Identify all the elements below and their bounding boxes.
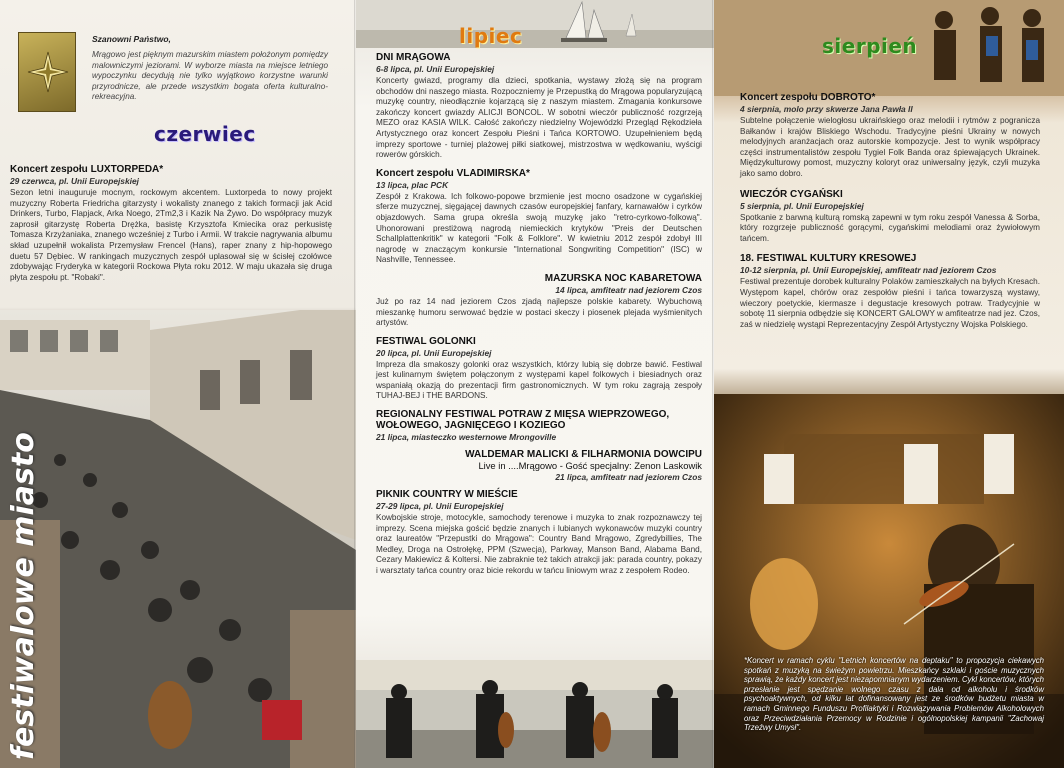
event-meta: 5 sierpnia, pl. Unii Europejskiej	[740, 200, 864, 211]
event-dni-mragowa	[376, 52, 702, 161]
event-kultura-kresowa	[740, 253, 1040, 330]
event-title: 18. FESTIWAL KULTURY KRESOWEJ	[740, 253, 917, 265]
lake-sailboat-photo	[356, 0, 714, 48]
event-title: Koncert zespołu LUXTORPEDA*	[10, 164, 164, 175]
intro-heading: Szanowni Państwo,	[92, 34, 171, 44]
event-text: Subtelne połączenie wielogłosu ukraińskiego oraz melodii i rytmów z pogranicza Bałkanów i krajów Bliskiego Wschodu. Tradycyjne pieśni Ukrainy w nowych melodyjnych aranżacjach oraz autorskie kompozycje. Jest to wynik współpracy części instrumentalistów zespołu Tygiel Folk Banda oraz śpiewających Ukrainek. Międzykulturowy pomost, muzyczny koloryt oraz uniwersalny język, czyli muzyka jako samo dobro.	[740, 116, 1040, 178]
event-title: WIECZÓR CYGAŃSKI	[740, 188, 843, 200]
month-heading-august: sierpień	[822, 34, 918, 58]
event-meta: 14 lipca, amfiteatr nad jeziorem Czos	[555, 284, 702, 295]
event-meta: 27-29 lipca, pl. Unii Europejskiej	[376, 501, 504, 512]
event-text: Zespół z Krakowa. Ich folkowo-popowe brzmienie jest mocno osadzone w cygańskiej sferze muzycznej, sięgającej dawnych czasów europejskiej fanfary, karnawałów i cyrków objazdowych. Sama grupa określa swoją muzykę jako "retro-cyrkowo-folkową". Uhonorowani prestiżową nagrodą niemieckich krytyków "Preis der Deutschen Schallplattenkritik" w kategorii "Folk & Folklore". W kwietniu 2012 zespół zdobył III nagrodę w znaczącym konkursie "International Songwriting Competition" (ISC) w Nashville, Tennessee.	[376, 191, 702, 265]
event-title: Koncert zespołu VLADIMIRSKA*	[376, 167, 530, 179]
event-meta: 6-8 lipca, pl. Unii Europejskiej	[376, 64, 495, 74]
vertical-title: festiwalowe miasto	[6, 432, 41, 760]
month-heading-june: czerwiec	[154, 122, 256, 146]
street-parade-photo	[0, 310, 356, 768]
event-text: Koncerty gwiazd, programy dla dzieci, spotkania, wystawy złożą się na program obchodów dni naszego miasta. Rozpoczniemy je Przepustką do Mrągowa popularyzującą muzykę country, nieodłącznie kojarzącą się z naszym miastem. Zmagania konkursowe zakończy koncert gwiazdy ALICJI BONCOL. W sobotni wieczór publiczność rozgrzeją MEZO oraz KASIA WILK. Całość zakończy niedzielny Wojewódzki Przegląd Rękodzieła Artystycznego oraz koncert Zespołu Pieśni i Tańca KORTOWO. Uzupełnieniem będą imprezy sportowe - turniej plażowej piłki siatkowej, mistrzostwa w wędkowaniu, wyścigi rowerów górskich.	[376, 76, 702, 160]
string-quartet-photo	[356, 660, 714, 768]
event-text: Impreza dla smakoszy golonki oraz wszystkich, którzy lubią się dobrze bawić. Festiwal jest kulinarnym świętem połączonym z występami kapel folkowych i biesiadnych oraz wspaniałą okazją do prezentacji firm gastronomicznych. W tym roku zagrają zespoły TUHAJ-BEJ i THE BARDONS.	[376, 359, 702, 401]
panel-june	[0, 0, 356, 768]
event-wieczor-cyganski	[740, 189, 1040, 245]
festival-logo	[18, 32, 76, 112]
footnote-caption: *Koncert w ramach cyklu "Letnich koncertów na deptaku" to propozycja ciekawych spotkań z muzyką na świeżym powietrzu. Mieszkańcy szklaki i goście muzycznych sprawią, że każdy koncert jest niezapomnianym wydarzeniem. Cykl koncertów, których przesłanie jest spędzanie wolnego czasu z dala od alkoholu i środków psychoaktywnych, od kilku lat dofinansowany jest ze środków budżetu miasta w ramach Gminnego Funduszu Profilaktyki i Rozwiązywania Problemów Alkoholowych oraz Przeciwdziałania Przemocy w Rodzinie i ogólnopolskiej kampanii "Zachowaj Trzeźwy Umysł".	[744, 656, 1044, 733]
event-title: Koncert zespołu DOBROTO*	[740, 92, 876, 103]
event-title: FESTIWAL GOLONKI	[376, 335, 476, 347]
event-title: WALDEMAR MALICKI & FILHARMONIA DOWCIPU	[465, 449, 702, 461]
event-meta: 4 sierpnia, molo przy skwerze Jana Pawła II	[740, 104, 913, 114]
panel-july	[356, 0, 714, 768]
event-meta: 13 lipca, plac PCK	[376, 179, 449, 190]
event-subtitle: Live in ....Mrągowo - Gość specjalny: Zenon Laskowik	[478, 460, 702, 472]
month-heading-july: lipiec	[459, 24, 523, 48]
event-meta: 29 czerwca, pl. Unii Europejskiej	[10, 176, 139, 186]
event-text: Kowbojskie stroje, motocykle, samochody terenowe i muzyka to znak rozpoznawczy tej imprezy. Scena miejska gościć będzie znanych i lubianych wykonawców muzyki country oraz laureatów "Przepustki do Mrągowa": Country Band Mrągowo, Zgredybillies, The Medley, Droga na Ostrołękę, PPM (Szwecja), Parkway, Manson Band, Alabama Band, Cezary Makiewicz & Koltersi. Nie zabraknie też takich atrakcji jak: parada country, pokazy i warsztaty tańca country oraz bicie rekordu w tańcu liniowym wraz z zespołem Rodeo.	[376, 513, 702, 576]
panel-august	[714, 0, 1064, 768]
event-vladimirska	[376, 168, 702, 266]
event-meta: 21 lipca, amfiteatr nad jeziorem Czos	[555, 472, 702, 483]
event-piknik-country	[376, 489, 702, 577]
star-icon	[27, 51, 69, 93]
event-dobroto	[740, 92, 1040, 180]
event-title: DNI MRĄGOWA	[376, 52, 451, 63]
event-title: PIKNIK COUNTRY W MIEŚCIE	[376, 489, 518, 501]
event-kabaret	[376, 273, 702, 329]
event-text: Spotkanie z barwną kulturą romską zapewni w tym roku zespół Vanessa & Sorba, który rozgrzeje publiczność gorącymi, cygańskimi melodiami oraz żywiołowym tańcem.	[740, 212, 1040, 243]
event-malicki	[376, 449, 702, 482]
event-golonka	[376, 336, 702, 402]
july-events	[376, 52, 702, 584]
event-potrawy	[376, 409, 702, 442]
event-title: MAZURSKA NOC KABARETOWA	[544, 272, 702, 284]
event-meta: 21 lipca, miasteczko westernowe Mrongoville	[376, 432, 557, 443]
august-events	[740, 92, 1040, 339]
event-text: Już po raz 14 nad jeziorem Czos zjadą najlepsze polskie kabarety. Wybuchową mieszankę humoru serwować będzie w postaci skeczy i piosenek plejada wyśmienitych artystów.	[376, 296, 702, 328]
event-text: Festiwal prezentuje dorobek kulturalny Polaków zamieszkałych na byłych Kresach. Występom kapel, chórów oraz zespołów pieśni i tańca towarzyszą wystawy, wieczory poetyckie, kiermasze i degustacje kresowych potraw. Tradycyjnie w sobotę 11 sierpnia odbędzie się KONCERT GALOWY w amfiteatrze nad jez. Czos, zaś w niedzielę wystąpi Reprezentacyjny Zespół Artystyczny Wojska Polskiego.	[740, 277, 1040, 329]
event-title: REGIONALNY FESTIWAL POTRAW Z MIĘSA WIEPRZOWEGO, WOŁOWEGO, JAGNIĘCEGO I KOZIEGO	[376, 409, 670, 432]
event-meta: 20 lipca, pl. Unii Europejskiej	[376, 347, 492, 358]
event-text: Sezon letni inauguruje mocnym, rockowym akcentem. Luxtorpeda to nowy projekt muzyczny Roberta Friedricha gitarzysty i wokalisty znanego z takich formacji jak Acid Drinkers, Turbo, Flapjack, Arka Noego, 2Tm2,3 i Kazik Na Żywo. Do współpracy muzyk zaprosił gitarzystę Roberta Drężka, basistę Krzysztofa Kmiecika oraz perkusistę Tomasza Krzyżaniaka, znanego wcześniej z Turbo i Armii. W trakcie nagrywania albumu skład uzupełnił wokalista Przemysław Frencel (Hans), raper znany z hip-hopowego duetu 57 Dębiec. W rankingach muzycznych zespół uplasował się w ścisłej czołówce zdobywając Fryderyka w kategorii Rockowa Płyta roku 2012. W maju ukazała się druga płyta zespołu pt. "Robaki".	[10, 188, 332, 282]
intro-text: Mrągowo jest pięknym mazurskim miastem położonym pomiędzy malowniczymi jeziorami. W wyborze miasta na miejsce letniego wypoczynku decydują nie tylko wyjątkowo korzystne warunki przyrodnicze, ale przede wszystkim bogata oferta kulturalno-rekreacyjna.	[92, 50, 328, 102]
event-meta: 10-12 sierpnia, pl. Unii Europejskiej, amfiteatr nad jeziorem Czos	[740, 265, 997, 276]
event-luxtorpeda	[10, 164, 332, 283]
